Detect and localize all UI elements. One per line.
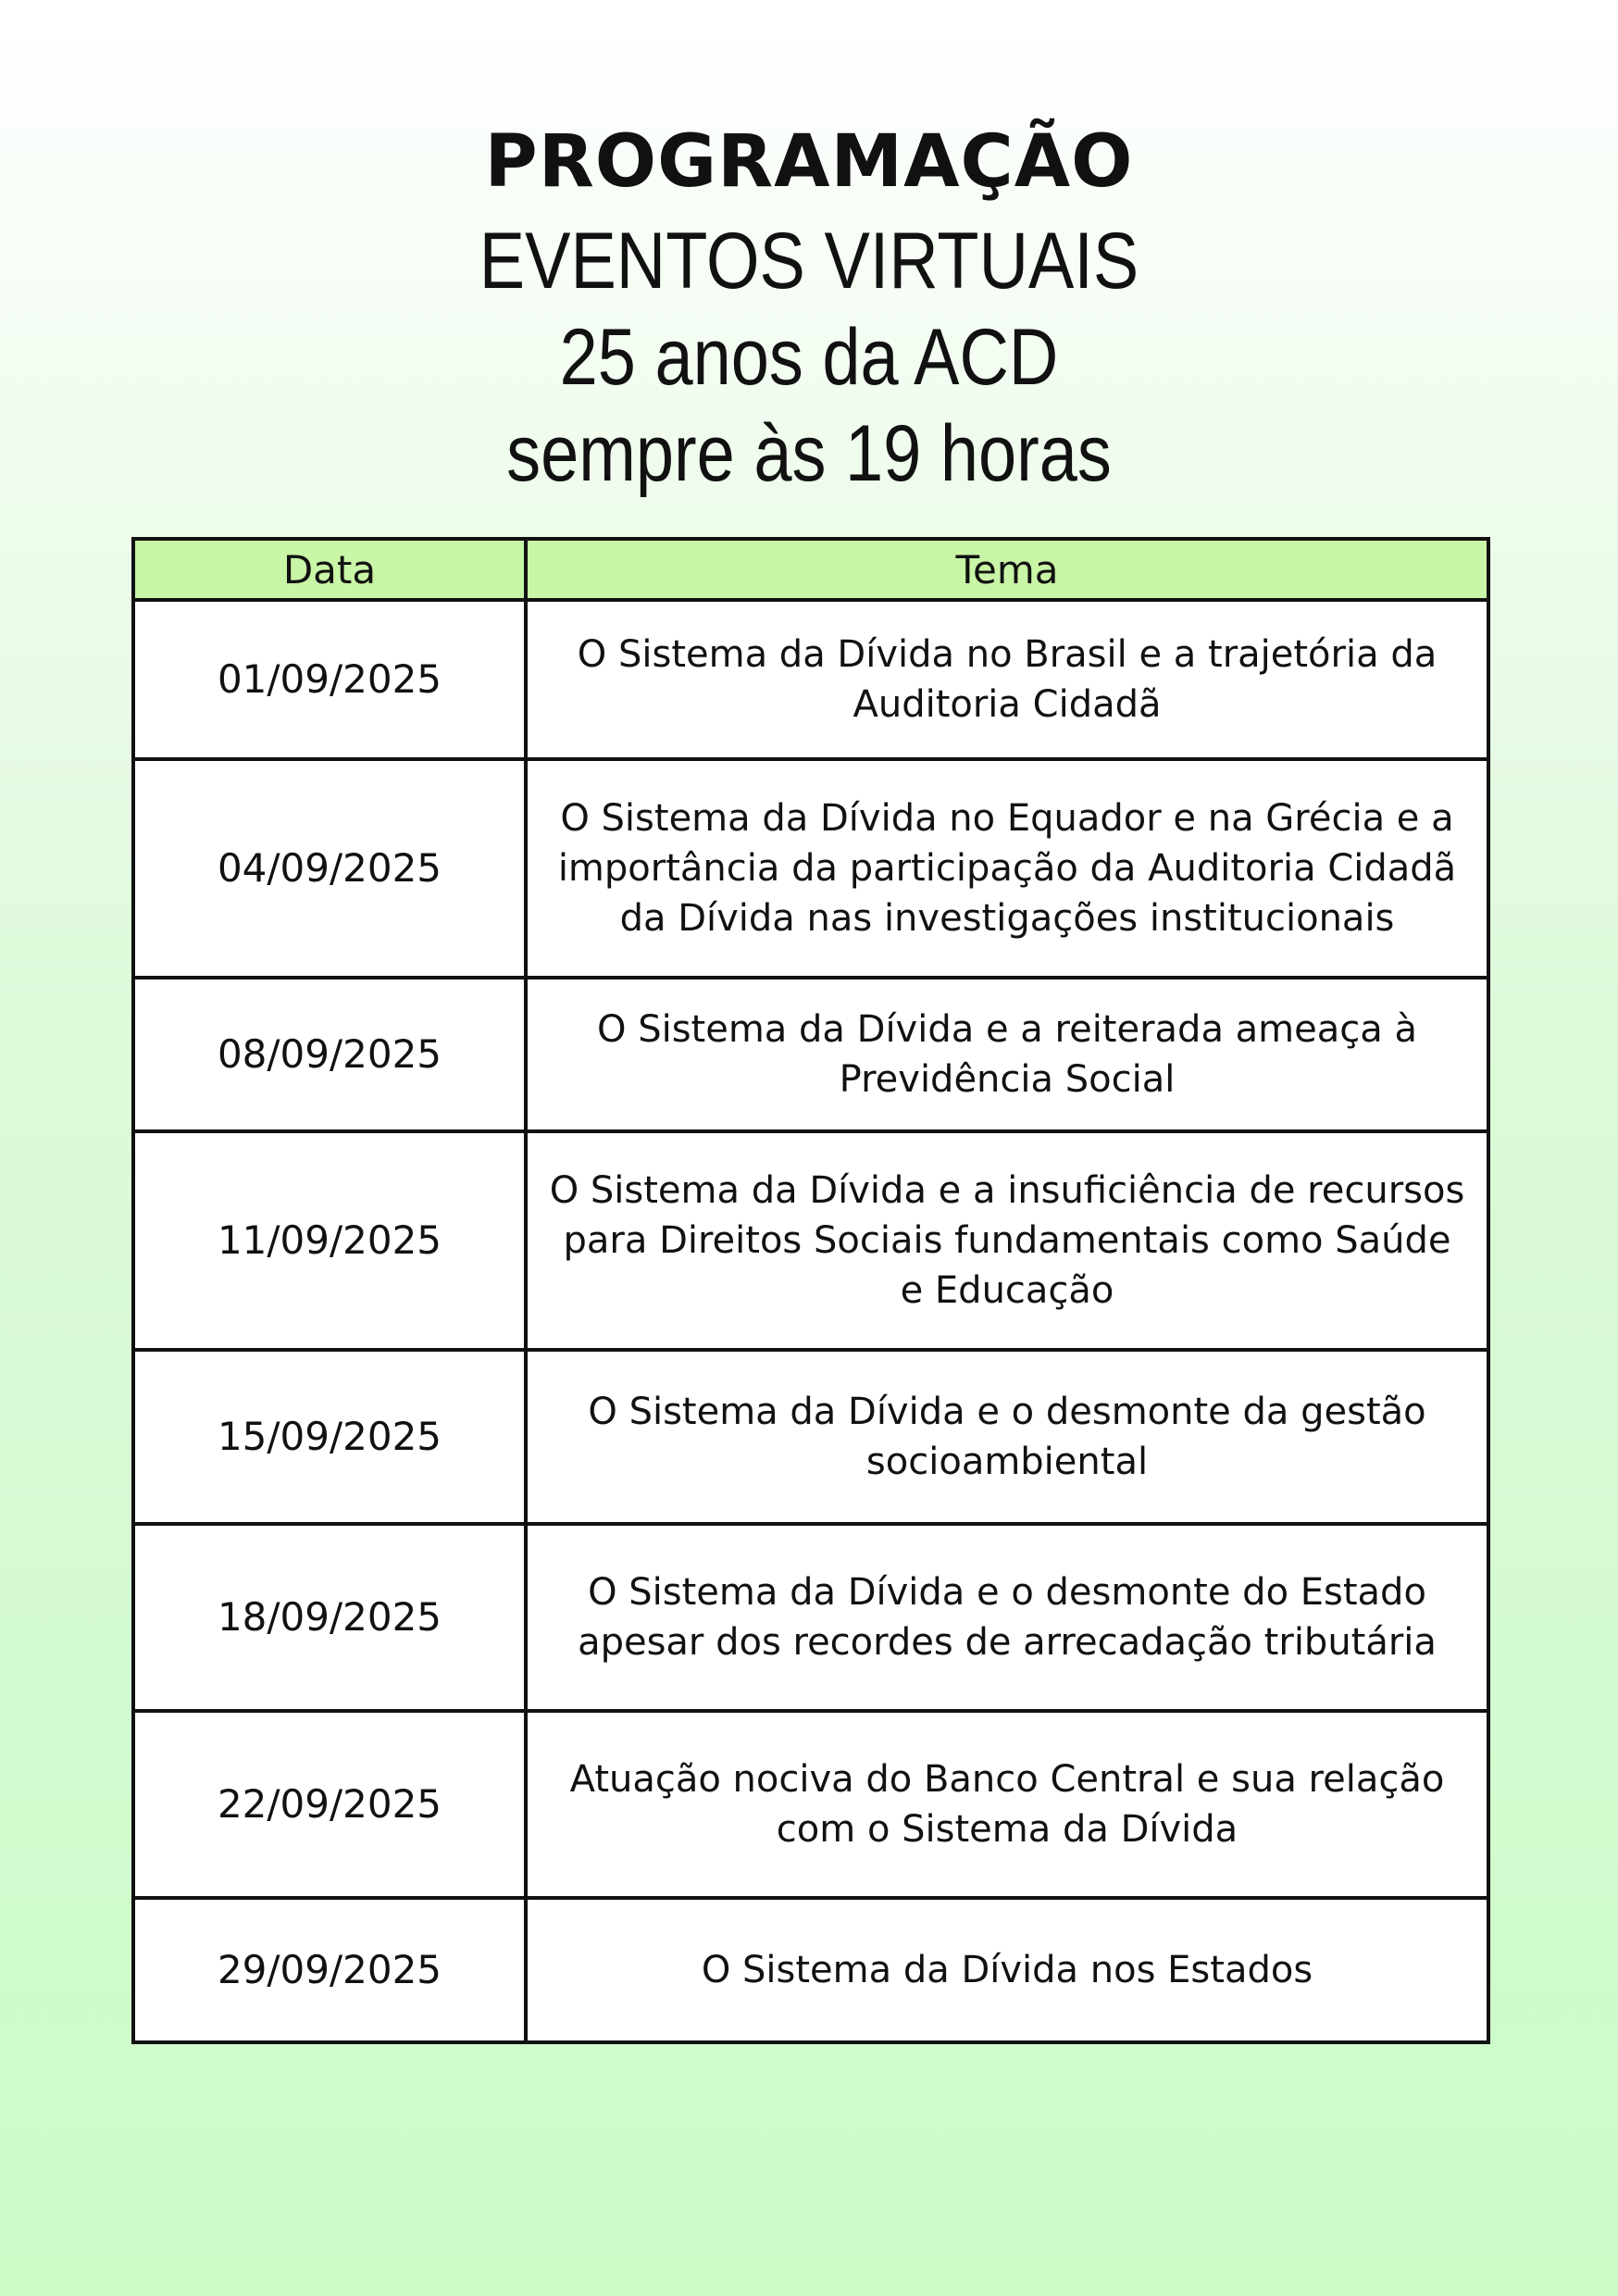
- row-tema: O Sistema da Dívida e o desmonte do Estado apesar dos recordes de arrecadação tributária: [526, 1524, 1488, 1711]
- event-subtitle: EVENTOS VIRTUAIS: [479, 217, 1139, 306]
- row-tema: O Sistema da Dívida nos Estados: [526, 1898, 1488, 2042]
- row-tema: Atuação nociva do Banco Central e sua relação com o Sistema da Dívida: [526, 1711, 1488, 1898]
- row-tema: O Sistema da Dívida e a insuficiência de recursos para Direitos Sociais fundamentais como Saúde e Educação: [526, 1131, 1488, 1350]
- row-date: 22/09/2025: [133, 1711, 526, 1898]
- row-date: 18/09/2025: [133, 1524, 526, 1711]
- row-tema: O Sistema da Dívida e a reiterada ameaça à Previdência Social: [526, 978, 1488, 1131]
- row-date: 04/09/2025: [133, 759, 526, 978]
- table-row: [133, 600, 1488, 759]
- table-row: [133, 759, 1488, 978]
- row-date: 01/09/2025: [133, 600, 526, 759]
- header-date: Data: [133, 539, 526, 600]
- page-heading: [0, 111, 1618, 502]
- schedule-table: [131, 537, 1490, 2044]
- table-row: [133, 1898, 1488, 2042]
- header-tema: Tema: [526, 539, 1488, 600]
- table-row: [133, 1131, 1488, 1350]
- row-tema: O Sistema da Dívida no Equador e na Grécia e a importância da participação da Auditoria Cidadã da Dívida nas investigações institucionais: [526, 759, 1488, 978]
- page-title: PROGRAMAÇÃO: [484, 120, 1134, 204]
- header-row: [133, 539, 1488, 600]
- table-row: [133, 1350, 1488, 1524]
- row-tema: O Sistema da Dívida no Brasil e a trajetória da Auditoria Cidadã: [526, 600, 1488, 759]
- row-date: 15/09/2025: [133, 1350, 526, 1524]
- row-tema: O Sistema da Dívida e o desmonte da gestão socioambiental: [526, 1350, 1488, 1524]
- table-row: [133, 978, 1488, 1131]
- row-date: 11/09/2025: [133, 1131, 526, 1350]
- row-date: 29/09/2025: [133, 1898, 526, 2042]
- table-row: [133, 1711, 1488, 1898]
- table-row: [133, 1524, 1488, 1711]
- anniversary-line: 25 anos da ACD: [559, 313, 1059, 402]
- time-line: sempre às 19 horas: [506, 409, 1112, 498]
- row-date: 08/09/2025: [133, 978, 526, 1131]
